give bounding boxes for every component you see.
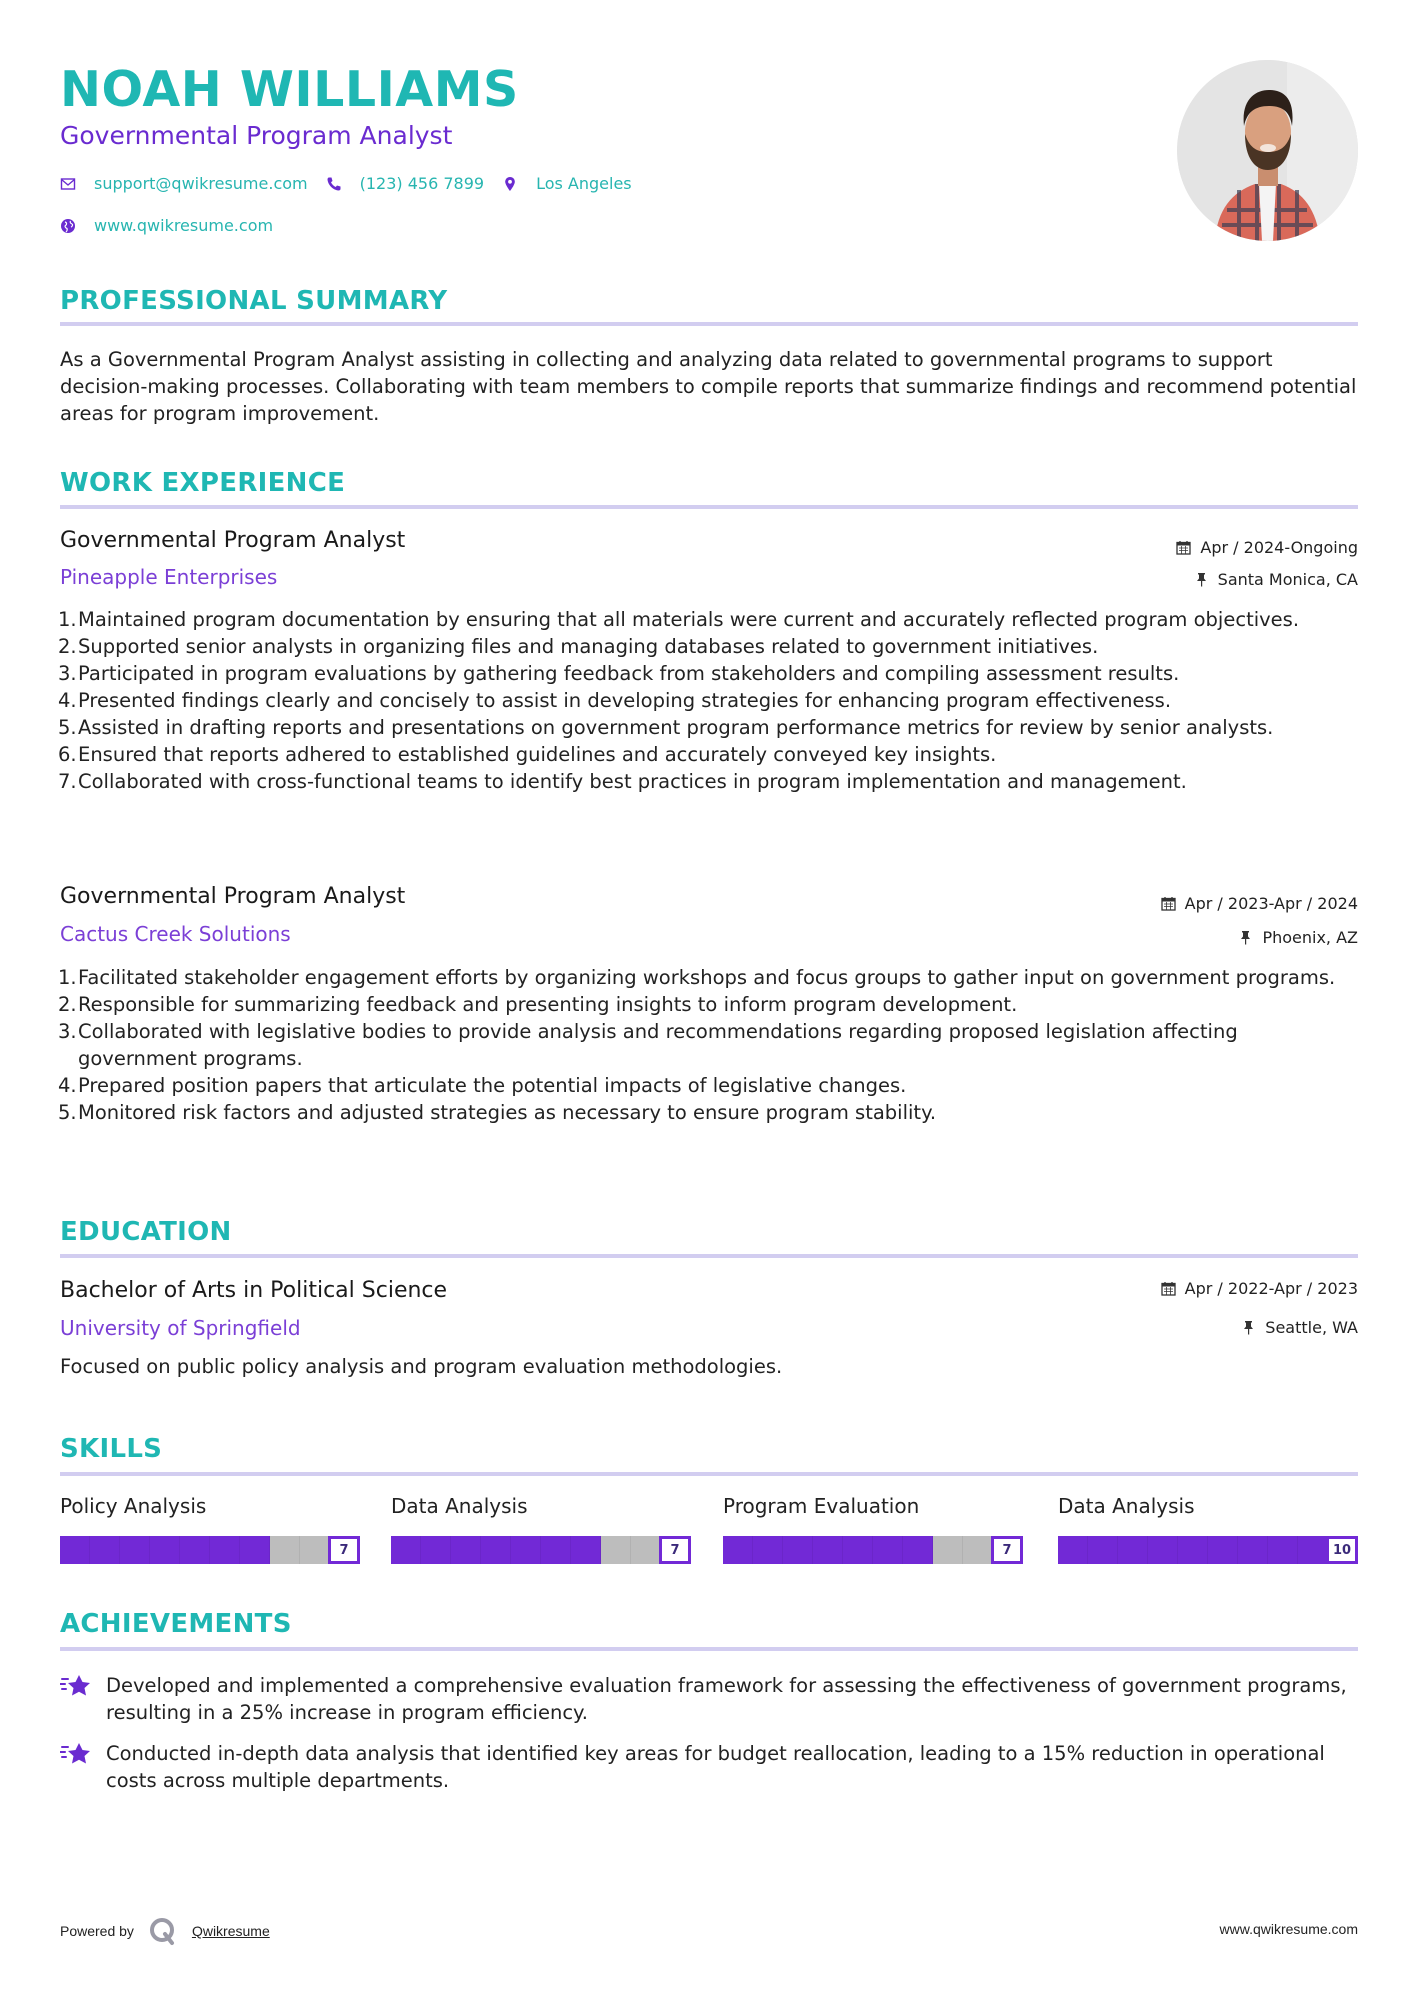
achievement-text: Developed and implemented a comprehensive evaluation framework for assessing the effectiveness of government programs, resulting in a 25% increase in program efficiency.: [106, 1674, 1347, 1724]
bullet-item: Supported senior analysts in organizing files and managing databases related to government initiatives.: [78, 635, 1099, 658]
skill-item: [60, 1494, 360, 1564]
bullet-item: Responsible for summarizing feedback and presenting insights to inform program development.: [78, 993, 1018, 1016]
job-location: [1194, 570, 1358, 589]
qwikresume-link[interactable]: Qwikresume: [191, 1923, 270, 1939]
contact-row: [60, 174, 650, 193]
envelope-icon: [60, 176, 76, 192]
job-location: [1238, 928, 1358, 947]
bullet-item: Maintained program documentation by ensuring that all materials were current and accurately reflected program objectives.: [78, 608, 1300, 631]
dates-text: Apr / 2023-Apr / 2024: [1184, 894, 1358, 913]
skill-value: 10: [1326, 1536, 1358, 1564]
dates-text: Apr / 2024-Ongoing: [1200, 538, 1358, 557]
skills-heading: SKILLS: [60, 1434, 163, 1464]
education-description: Focused on public policy analysis and program evaluation methodologies.: [60, 1355, 783, 1378]
bullet-item: Prepared position papers that articulate the potential impacts of legislative changes.: [78, 1074, 907, 1097]
star-icon: [60, 1672, 92, 1700]
section-divider: [60, 1254, 1358, 1258]
candidate-name: NOAH WILLIAMS: [60, 61, 519, 118]
job-bullets: [60, 606, 1358, 795]
section-divider: [60, 505, 1358, 509]
skill-rating-bar: [1058, 1536, 1358, 1564]
skill-rating-bar: [60, 1536, 360, 1564]
contact-phone[interactable]: [326, 174, 484, 193]
skill-rating-bar: [391, 1536, 691, 1564]
education-heading: EDUCATION: [60, 1217, 232, 1247]
skill-value: 7: [659, 1536, 691, 1564]
bullet-item: Presented findings clearly and concisely to assist in developing strategies for enhancing program effectiveness.: [78, 689, 1172, 712]
company-name: Pineapple Enterprises: [60, 565, 278, 589]
resume-page: [60, 0, 1358, 1990]
website-text: www.qwikresume.com: [94, 216, 274, 235]
candidate-role: Governmental Program Analyst: [60, 121, 453, 150]
location-text: Santa Monica, CA: [1217, 570, 1358, 589]
achievements-heading: ACHIEVEMENTS: [60, 1609, 292, 1639]
bullet-item: Collaborated with legislative bodies to provide analysis and recommendations regarding proposed legislation affecting government programs.: [78, 1020, 1238, 1070]
bullet-item: Monitored risk factors and adjusted strategies as necessary to ensure program stability.: [78, 1101, 937, 1124]
contact-website[interactable]: [60, 216, 273, 235]
bullet-item: Collaborated with cross-functional teams to identify best practices in program implementation and management.: [78, 770, 1187, 793]
school-name: University of Springfield: [60, 1316, 301, 1340]
email-text: support@qwikresume.com: [94, 174, 308, 193]
section-divider: [60, 322, 1358, 326]
job-title: Governmental Program Analyst: [60, 884, 406, 909]
bullet-item: Ensured that reports adhered to established guidelines and accurately conveyed key insights.: [78, 743, 997, 766]
job-title: Governmental Program Analyst: [60, 528, 406, 553]
skill-value: 7: [991, 1536, 1023, 1564]
skill-label: Data Analysis: [391, 1494, 528, 1518]
skill-item: [723, 1494, 1023, 1564]
contact-email[interactable]: [60, 174, 308, 193]
star-icon: [60, 1740, 92, 1768]
dates-text: Apr / 2022-Apr / 2023: [1184, 1279, 1358, 1298]
skill-item: [391, 1494, 691, 1564]
calendar-icon: [1176, 540, 1191, 555]
contact-location: [502, 174, 632, 193]
pushpin-icon: [1241, 1320, 1256, 1335]
bullet-item: Facilitated stakeholder engagement efforts by organizing workshops and focus groups to gather input on government programs.: [78, 966, 1336, 989]
skill-rating-bar: [723, 1536, 1023, 1564]
education-location: [1241, 1318, 1358, 1337]
achievement-item: [60, 1672, 1358, 1726]
globe-icon: [60, 218, 76, 234]
skill-label: Data Analysis: [1058, 1494, 1195, 1518]
summary-text: As a Governmental Program Analyst assisting in collecting and analyzing data related to governmental programs to support decision-making processes. Collaborating with team members to compile reports that summarize findings and recommend potential areas for program improvement.: [60, 348, 1357, 425]
calendar-icon: [1161, 896, 1176, 911]
section-divider: [60, 1647, 1358, 1651]
degree-title: Bachelor of Arts in Political Science: [60, 1278, 448, 1303]
summary-heading: PROFESSIONAL SUMMARY: [60, 286, 448, 316]
job-dates: [1161, 894, 1358, 913]
skill-item: [1058, 1494, 1358, 1564]
section-divider: [60, 1472, 1358, 1476]
avatar-illustration: [1177, 60, 1358, 241]
powered-by-label: Powered by: [60, 1923, 134, 1939]
map-pin-icon: [502, 176, 518, 192]
location-text: Seattle, WA: [1265, 1318, 1358, 1337]
education-dates: [1161, 1279, 1358, 1298]
phone-text: (123) 456 7899: [359, 174, 485, 193]
bullet-item: Participated in program evaluations by gathering feedback from stakeholders and compiling assessment results.: [78, 662, 1180, 685]
website-row: [60, 216, 291, 235]
achievement-text: Conducted in-depth data analysis that identified key areas for budget reallocation, leading to a 15% reduction in operational costs across multiple departments.: [106, 1742, 1325, 1792]
achievement-item: [60, 1740, 1358, 1794]
job-bullets: [60, 964, 1358, 1126]
bullet-item: Assisted in drafting reports and presentations on government program performance metrics for review by senior analysts.: [78, 716, 1274, 739]
job-dates: [1176, 538, 1358, 557]
pushpin-icon: [1194, 572, 1209, 587]
footer-website-link[interactable]: www.qwikresume.com: [1219, 1921, 1358, 1937]
experience-heading: WORK EXPERIENCE: [60, 468, 346, 498]
phone-icon: [326, 176, 342, 192]
skill-label: Policy Analysis: [60, 1494, 207, 1518]
qwikresume-logo-icon: [148, 1916, 178, 1946]
pushpin-icon: [1238, 930, 1253, 945]
calendar-icon: [1161, 1281, 1176, 1296]
location-text: Phoenix, AZ: [1262, 928, 1358, 947]
company-name: Cactus Creek Solutions: [60, 922, 291, 946]
skill-value: 7: [328, 1536, 360, 1564]
profile-photo: [1177, 60, 1358, 241]
location-text: Los Angeles: [536, 174, 632, 193]
footer-powered-by: [60, 1916, 270, 1946]
skill-label: Program Evaluation: [723, 1494, 920, 1518]
